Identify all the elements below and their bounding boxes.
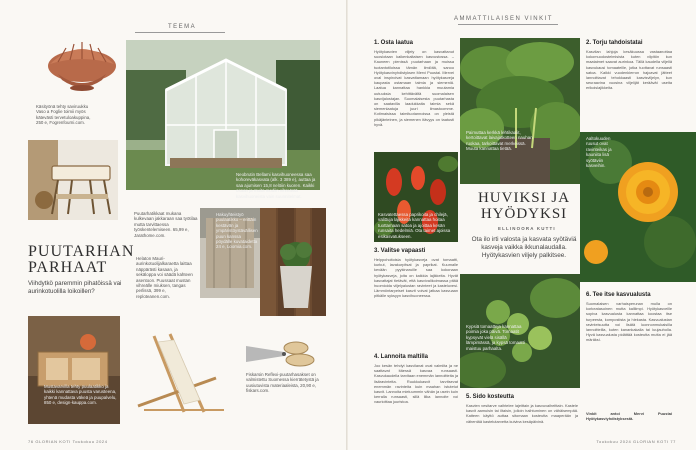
tomato-caption: Kypsiä tomaatteja kannattaa poimia joka päivä. Tomaatit kypsyvät vielä sisällä lämpimässä, ja kypsä tomaatti maistuu parhaalta. bbox=[466, 324, 525, 351]
bench-image bbox=[28, 140, 118, 220]
section-6-body: Suomalaisen varhaisperunan mulla on korkeatasoinen mutta kalliimpi. Hyötykasveille sopiva kasvualusta kannattaa koostaa itse turpeesta, kompostista ja hiekasta. Kasvualustan ravinteisuutta voi lisätä luonnonmukaisilla lannoitteilla, kuten kanankakalla tai luujauholla. Hyvä kasvualusta pidättää kosteutta mutta ei jää märäksi. bbox=[586, 301, 672, 343]
crate-caption: Hakuyhteistyö puulaatikko – erittäin kestävän ja ympäristöystävällisen puun kanssa pöydälle kuvataidetta 24 e, Loomia.com. bbox=[216, 212, 258, 250]
right-byline: ELLINOORA KUTTI bbox=[498, 226, 556, 231]
lounger-image bbox=[124, 322, 234, 422]
flower-caption: Aaltokuuden ruusut ovat ravinteikas ja kauniita lisä syötäviin kasveihin. bbox=[586, 136, 612, 169]
chard-caption: Paimuttaa kerkkä lehtikaalit, kertoittavat laivajatkotteen nauhan ruokaa, tarkoittavat merkeissä. Muuta kannattaa tietää. bbox=[466, 130, 533, 152]
section-3-body: Helppohoitoisia hyötykasveja ovat tomaatti, kurkut, lavakurpitsat ja paprikat. Kuumalle kevään pyykinaruille saa kokonaan hyötykasveja, joita on kaikkia lajikkeita. Hyvät kasvattajat tietävät, että kasvivalikoimassa pitää huomioida viljelyalustan ravinteet ja kasteluvesi. Lämmöntarpeiset kasvit voivat jatkaa kasvuaan pitkälle syksyyn kasvihuoneessa. bbox=[374, 257, 458, 299]
section-1-body: Hyötykasvien viljely on kasvattanut suosiotaan kaikenkaltaisen kasvustossa. – Kauneen pienissä puutarhaan ja muissa tuotantotiloissa tämän ilmiöitä, sanoo Hyötykasvinyhdistyksen Mervi Puustai. Mervei oval inspiroivat kasvattamaan hyötykasveja kaupasta ostamaan taimia ja siemeniä. Laatua kannattaa hankkia muutamia uutuuksia kehittävältä suomalaisen kasvijalostajan. Suomalaisesta puutarhasta on saatavilla laadukkaita taimia sekä siemenlaatuja juuri ilmastoomme. Kotimaisissa taimituotannoissa on yleistä pikäjänteinen, ja siemenen itävyys on taatusti hyvä. bbox=[374, 49, 454, 127]
left-page-footer: 76 GLORIAN KOTI Toukokuu 2024 bbox=[28, 439, 108, 444]
left-tag-rule bbox=[135, 32, 225, 33]
right-section-tag: AMMATTILAISEN VINKIT bbox=[454, 16, 553, 22]
right-page-lead: Ota ilo irti valosta ja kasvata syötäviä kasveja vaikka ikkunalaudalla. Hyötykasvien viljely palkitsee. bbox=[471, 236, 577, 259]
right-page bbox=[348, 0, 696, 450]
section-6-tail: Vinkit antoi Mervi Puustai Hyötykasviyhdistyksestä. bbox=[586, 411, 672, 422]
section-4-body: Joo kesän tehdyt kasvilanat ovat valmiita ja ne saattavat itäessä kasvaa runsaasti. Kasvukaudella tarvitaan enemmän lannoitteita ja lisäravinteita. Ruukkukasvit tarvitsevat enemmän ravinteita kuin maahan istutetut kasvit. Lannoita mieluummin vähän ja usein kuin kerralla runsaasti, sillä liika lannoite voi vaurioittaa juuristoa. bbox=[374, 363, 458, 405]
section-5-title: 5. Sido kosteutta bbox=[466, 394, 515, 400]
chard-image bbox=[460, 38, 580, 184]
greenhouse-image bbox=[126, 40, 320, 190]
section-1-title: 1. Osta laatua bbox=[374, 40, 414, 46]
section-6-title: 6. Tee itse kasvualusta bbox=[586, 292, 651, 298]
scissors-image bbox=[240, 336, 324, 372]
right-tag-rule bbox=[458, 24, 558, 25]
scissors-caption: Fiskarsin Reflexi-puutarhasakset on valmistettu Suomessa kierrätetystä ja uusiutuvista materiaaleista, 20,90 e, fiskars.com. bbox=[246, 372, 319, 394]
bench-caption: Puutarhatikkaat mukana kulkevaan jakkaraan saa työtilaa mutta tarvittaessa työskentelemiseen. 65,99 e, Jarathome.com. bbox=[134, 211, 198, 238]
wooden-box-image bbox=[28, 316, 120, 424]
lounger-caption: Helaton Mauri-aurinkotuolijalkaraetta laittaa näppärästi kasaan, ja sekäloppa voi säädä kahteen asentoon. Puussaat mustan vihreälle miuksen, tangas perlissä, 399 e, reploteanen.com. bbox=[136, 256, 193, 299]
left-section-tag: TEEMA bbox=[168, 24, 197, 30]
right-page-footer: Toukokuu 2024 GLORIAN KOTI 77 bbox=[596, 439, 676, 444]
shell-pot-image bbox=[36, 36, 128, 98]
left-page-lead: Viihdytkö paremmin pihatöissä vai aurinkotuolilla loikoillen? bbox=[28, 280, 122, 295]
fence-pot-image bbox=[260, 208, 326, 316]
peppers-caption: Kasvatettaessa paprikoita ja chilejä, valittuja lajikkeita kannattaa hoitaa tuottamaan satoa ja ajoittaa kesän runsaita hedelmiä. Ota taimet ajoissa esikasvatukseen. bbox=[378, 212, 451, 239]
wooden-box-caption: Mustavarvilla tehty puulaatikko ja kaikki kannattava puusta varusteena, yhtenä mudasta väkeä ja puupalvelu, 850 e, design-kauppa.com. bbox=[44, 384, 117, 406]
left-page-title: PUUTARHAN PARHAAT bbox=[28, 243, 135, 276]
section-4-title: 4. Lannoita maltilla bbox=[374, 354, 429, 360]
section-3-title: 3. Valitse vapaasti bbox=[374, 248, 426, 254]
section-2-body: Kasvilan lahjoja kesäkuussa vastaanottaa kokomuodostelmisista kuten vilpitön kun maataimet saavat aurinkoa. Tällä kaudella viljellä kasvukausi tomaateille, jotka tuottavat runsaasti satoa. Kaikki vuodenkierron hajoavat jätteet lannoittavat tehokkaasti kasvisviljelyn, kun seuraavina vuosina viljelijät keräävät useita erikoislajikkeita. bbox=[586, 49, 672, 91]
right-page-headline: HUVIKSI JA HYÖDYKSI bbox=[477, 190, 571, 222]
shell-pot-caption: Käsityönä tehty saviruukku Vaso a Foglie toimii myös kätevästi tervetuloakuppina, 250 e, Fogrenfourni.com. bbox=[36, 104, 91, 126]
section-2-title: 2. Torju tahdoistatai bbox=[586, 40, 643, 46]
greenhouse-caption: Neobrutin Bellami kasvihuoneessa saa kohoreväkasvata (alk. 3 389 e), auttaa ja saa ajumisen 15,8 nelöiin kuoren. Kaikki osaan ja muita modiin vihreästä kasvihuoneista vain suunnitelmat. bbox=[236, 172, 316, 199]
section-5-body: Kasvien vesitarve vaihtelee lajeittain ja kasvuvaiheittain. Kastele kasvit aamuisin tai iltaisin, jolloin haihtuminen on vähäisempää. Katteen käyttö auttaa sitomaan kosteutta maaperään ja vähentää kastelutarvetta kuivina kesäpäivinä. bbox=[466, 403, 578, 424]
